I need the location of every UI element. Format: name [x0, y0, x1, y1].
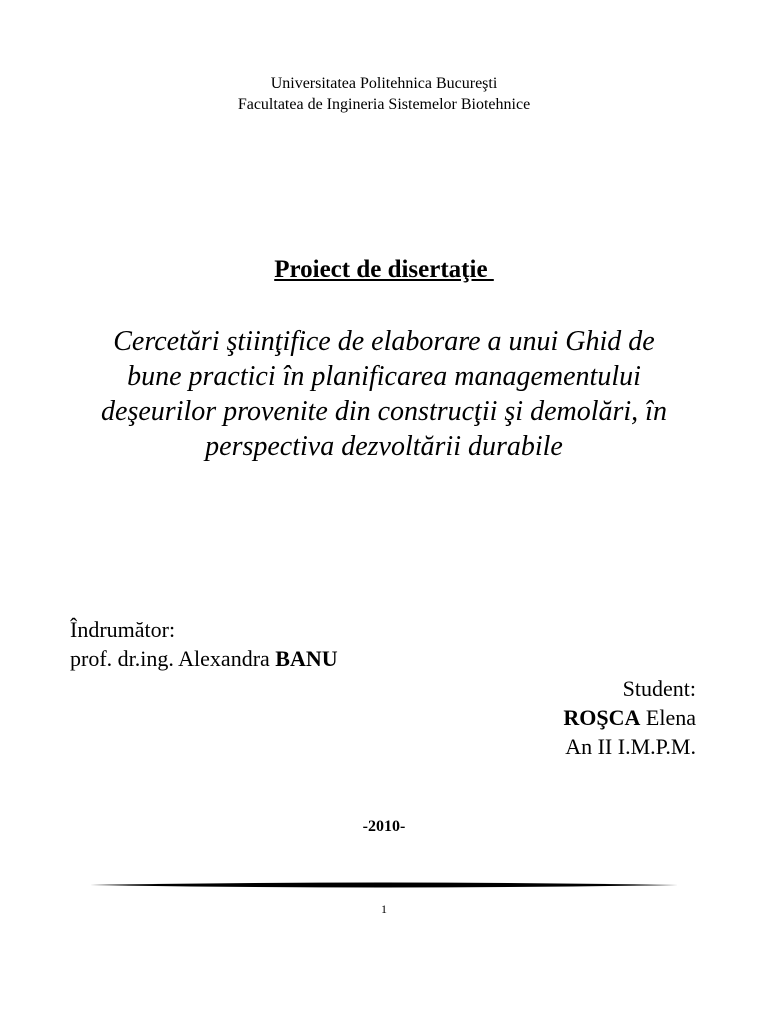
advisor-name [70, 644, 338, 673]
university-name: Universitatea Politehnica Bucureşti [270, 75, 498, 92]
faculty-name: Facultatea de Ingineria Sistemelor Biotehnice [237, 96, 531, 113]
document-year: -2010- [362, 818, 406, 835]
student-program: An II I.M.P.M. [565, 734, 696, 759]
student-surname: ROŞCA [563, 705, 641, 730]
subtitle-line: bune practici în planificarea managementului [127, 361, 641, 392]
student-label: Student: [622, 676, 696, 701]
subtitle-line: perspectiva dezvoltării durabile [205, 431, 563, 462]
advisor-surname: BANU [275, 646, 338, 671]
student-name [563, 703, 696, 732]
student-block [563, 674, 696, 761]
advisor-label: Îndrumător: [70, 617, 176, 642]
institution-header [0, 73, 768, 115]
advisor-block [70, 615, 338, 673]
document-title: Proiect de disertaţie [274, 256, 494, 283]
subtitle-line: deşeurilor provenite din construcţii şi demolări, în [101, 396, 667, 427]
student-given-name: Elena [640, 705, 696, 730]
advisor-prefix: prof. dr.ing. Alexandra [70, 646, 276, 671]
subtitle-line: Cercetări ştiinţifice de elaborare a unui Ghid de [113, 326, 655, 357]
thesis-subtitle [40, 324, 728, 464]
page-number: 1 [381, 902, 387, 916]
footer-rule [90, 880, 678, 890]
